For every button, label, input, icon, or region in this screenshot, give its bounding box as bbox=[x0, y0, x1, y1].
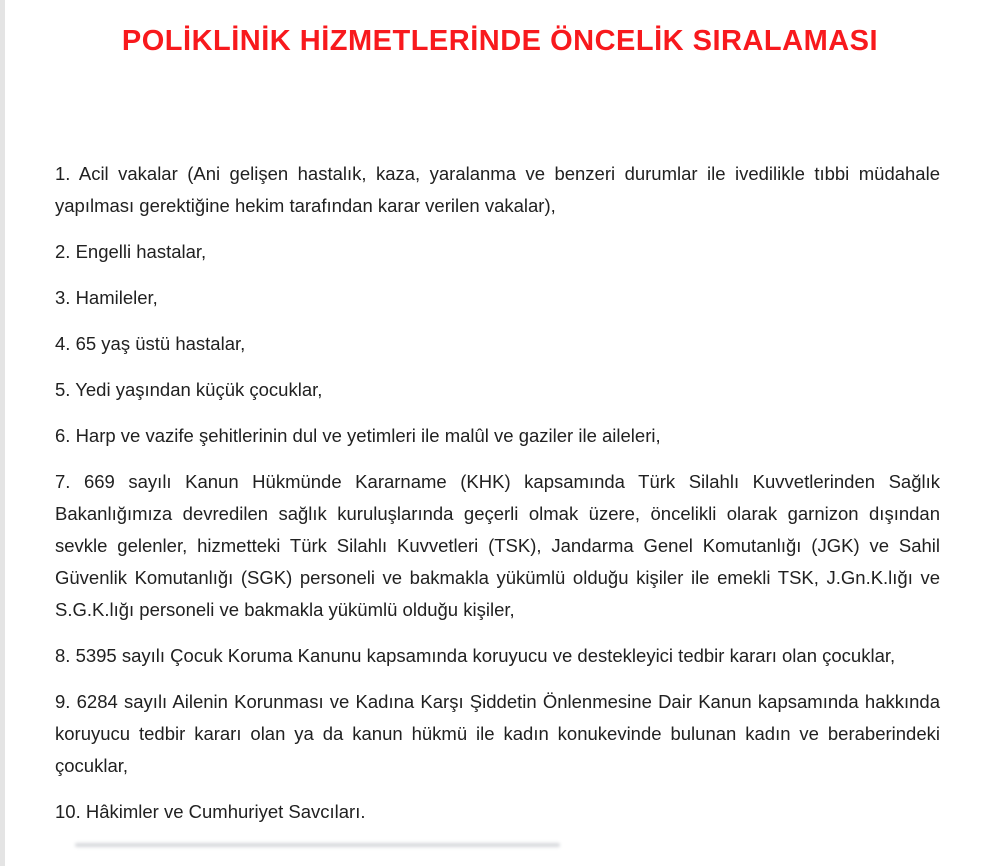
list-item-7: 7. 669 sayılı Kanun Hükmünde Kararname (KHK) kapsamında Türk Silahlı Kuvvetlerinden Sağlık Bakanlığımıza devredilen sağlık kuruluşlarında geçerli olmak üzere, öncelikli olarak garnizon dışından sevkle gelenler, hizmetteki Türk Silahlı Kuvvetleri (TSK), Jandarma Genel Komutanlığı (JGK) ve Sahil Güvenlik Komutanlığı (SGK) personeli ve bakmakla yükümlü olduğu kişiler ile emekli TSK, J.Gn.K.lığı ve S.G.K.lığı personeli ve bakmakla yükümlü olduğu kişiler, bbox=[55, 471, 940, 620]
list-item-2: 2. Engelli hastalar, bbox=[55, 241, 207, 262]
list-item-3: 3. Hamileler, bbox=[55, 287, 158, 308]
list-item-10: 10. Hâkimler ve Cumhuriyet Savcıları. bbox=[55, 801, 366, 822]
list-item-6: 6. Harp ve vazife şehitlerinin dul ve yetimleri ile malûl ve gaziler ile aileleri, bbox=[55, 425, 661, 446]
list-item-4: 4. 65 yaş üstü hastalar, bbox=[55, 333, 246, 354]
page-edge-strip bbox=[0, 0, 5, 866]
cut-off-text-artifact bbox=[75, 843, 560, 847]
list-item-8: 8. 5395 sayılı Çocuk Koruma Kanunu kapsamında koruyucu ve destekleyici tedbir kararı olan çocuklar, bbox=[55, 645, 896, 666]
list-item-1: 1. Acil vakalar (Ani gelişen hastalık, kaza, yaralanma ve benzeri durumlar ile ivedilikle tıbbi müdahale yapılması gerektiğine hekim tarafından karar verilen vakalar), bbox=[55, 163, 940, 216]
list-item-5: 5. Yedi yaşından küçük çocuklar, bbox=[55, 379, 323, 400]
priority-list bbox=[55, 158, 940, 842]
list-item-9: 9. 6284 sayılı Ailenin Korunması ve Kadına Karşı Şiddetin Önlenmesine Dair Kanun kapsamında hakkında koruyucu tedbir kararı olan ya da kanun hükmü ile kadın konukevinde bulunan kadın ve beraberindeki çocuklar, bbox=[55, 691, 940, 776]
page-title: POLİKLİNİK HİZMETLERİNDE ÖNCELİK SIRALAMASI bbox=[121, 25, 879, 57]
